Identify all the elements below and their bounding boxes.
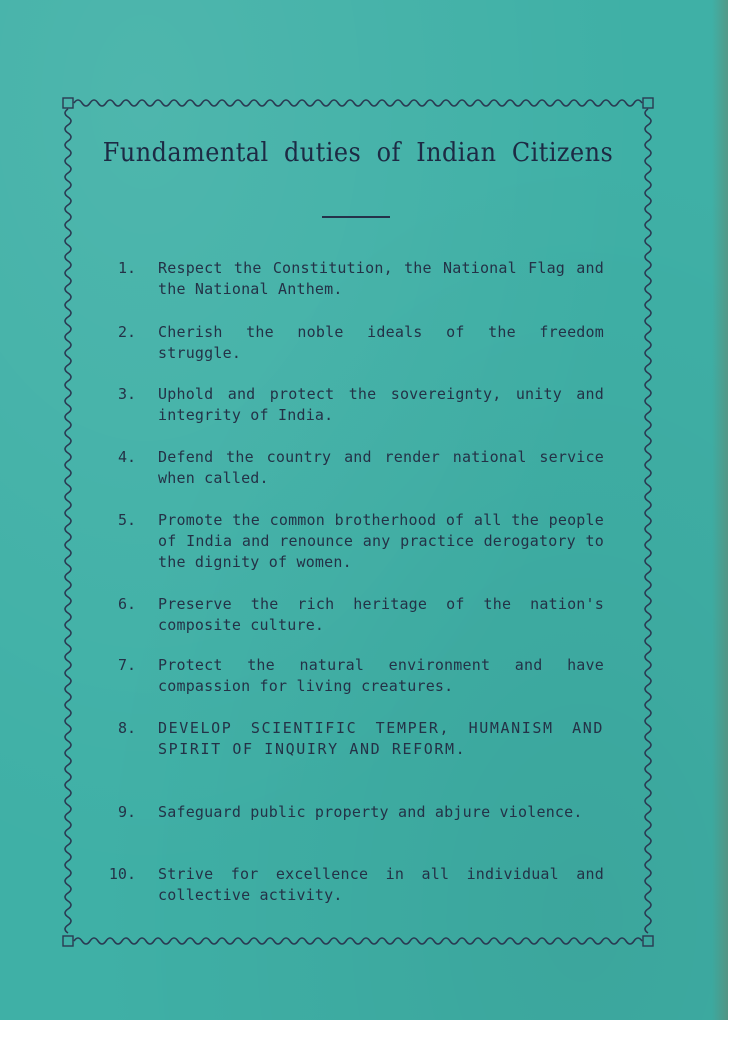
- duty-number: 9.: [117, 803, 136, 821]
- duty-number: 7.: [117, 656, 136, 674]
- duty-number: 6.: [117, 595, 136, 613]
- wavy-border-edge: [74, 100, 642, 106]
- page-edge-shadow: [712, 0, 728, 1020]
- border-corner-ornament: [643, 98, 653, 108]
- title-underline: [322, 216, 390, 218]
- border-corner-ornament: [643, 936, 653, 946]
- duty-number: 8.: [117, 719, 136, 737]
- duty-text: Safeguard public property and abjure violence.: [158, 803, 583, 821]
- duty-number: 10.: [108, 865, 136, 883]
- duty-text: Preserve the rich heritage of the nation's composite culture.: [158, 595, 604, 634]
- duty-number: 5.: [117, 511, 136, 529]
- duty-text: Protect the natural environment and have compassion for living creatures.: [158, 656, 604, 695]
- wavy-border-edge: [645, 109, 651, 933]
- duty-text: Defend the country and render national service when called.: [158, 448, 604, 487]
- duty-number: 1.: [117, 259, 136, 277]
- duty-text: Strive for excellence in all individual and collective activity.: [158, 865, 604, 904]
- duty-number: 3.: [117, 385, 136, 403]
- duty-text: Cherish the noble ideals of the freedom struggle.: [158, 323, 604, 362]
- duty-text: DEVELOP SCIENTIFIC TEMPER, HUMANISM AND SPIRIT OF INQUIRY AND REFORM.: [158, 719, 604, 758]
- border-corner-ornament: [63, 98, 73, 108]
- wavy-border-edge: [65, 109, 71, 933]
- duty-text: Respect the Constitution, the National Flag and the National Anthem.: [158, 259, 604, 298]
- duty-number: 2.: [117, 323, 136, 341]
- duty-text: Promote the common brotherhood of all the people of India and renounce any practice derogatory to the dignity of women.: [158, 511, 604, 571]
- wavy-border-edge: [74, 938, 642, 944]
- page-title: Fundamental duties of Indian Citizens: [102, 138, 614, 168]
- duty-number: 4.: [117, 448, 136, 466]
- duty-text: Uphold and protect the sovereignty, unity and integrity of India.: [158, 385, 604, 424]
- border-corner-ornament: [63, 936, 73, 946]
